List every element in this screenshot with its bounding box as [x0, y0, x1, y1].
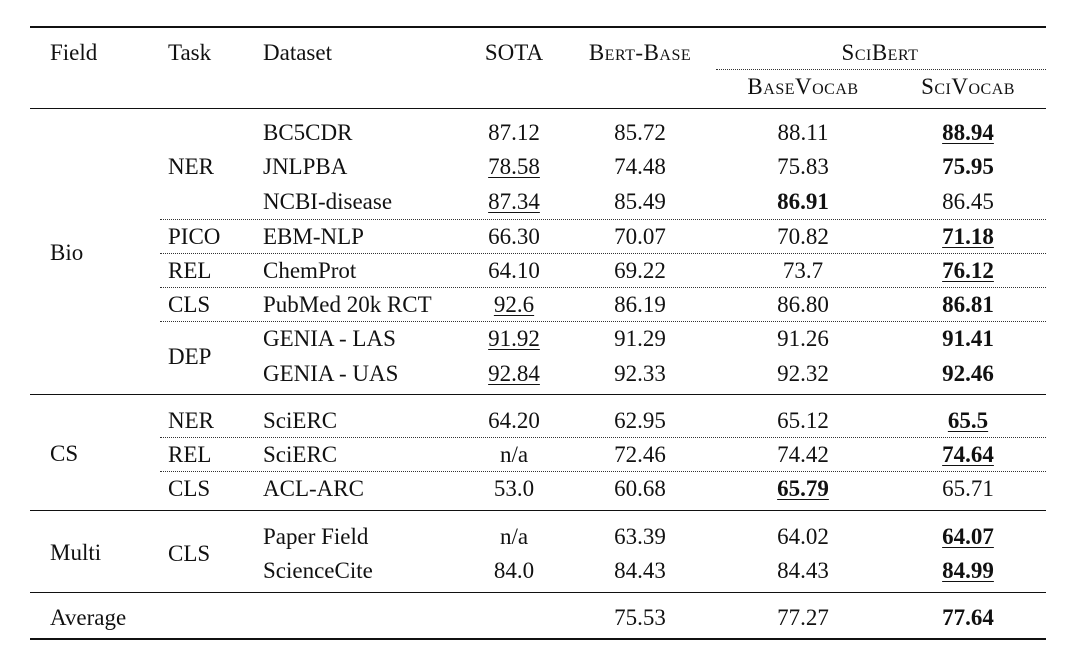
- field-cs: CS: [50, 441, 79, 466]
- cell-sota: n/a: [499, 524, 529, 549]
- cell-scivocab: 88.94: [942, 120, 994, 145]
- header-basevocab: BaseVocab: [747, 74, 859, 99]
- task-separator: [160, 287, 1046, 288]
- cell-bert-base: 85.49: [614, 189, 666, 214]
- cell-sota: 78.58: [488, 154, 540, 179]
- cell-dataset: SciERC: [263, 442, 338, 467]
- header-task: Task: [168, 40, 212, 65]
- task-separator: [160, 471, 1046, 472]
- cell-basevocab: 73.7: [782, 258, 824, 283]
- cell-basevocab: 65.79: [777, 476, 829, 501]
- cell-bert-base: 91.29: [614, 326, 666, 351]
- cell-scivocab: 65.5: [947, 408, 989, 433]
- cs-bottom-rule: [30, 510, 1046, 511]
- cell-basevocab: 86.80: [777, 292, 829, 317]
- task-label: NER: [168, 408, 214, 433]
- cell-scivocab: 86.45: [942, 189, 994, 214]
- cell-scivocab: 84.99: [942, 558, 994, 583]
- cell-bert-base: 62.95: [614, 408, 666, 433]
- top-rule: [30, 26, 1046, 28]
- cell-bert-base: 70.07: [614, 224, 666, 249]
- cell-sota: 53.0: [493, 476, 535, 501]
- task-label: REL: [168, 442, 212, 467]
- cell-sota: 84.0: [493, 558, 535, 583]
- task-label: CLS: [168, 541, 211, 566]
- cell-dataset: EBM-NLP: [263, 224, 364, 249]
- cell-scivocab: 65.71: [942, 476, 994, 501]
- cell-basevocab: 74.42: [777, 442, 829, 467]
- cell-bert-base: 86.19: [614, 292, 666, 317]
- header-scibert: SciBert: [841, 40, 919, 65]
- cell-dataset: NCBI-disease: [263, 189, 393, 214]
- cell-sota: 66.30: [488, 224, 540, 249]
- task-separator: [160, 219, 1046, 220]
- cell-bert-base: 63.39: [614, 524, 666, 549]
- bottom-rule: [30, 638, 1046, 640]
- cell-bert-base: 72.46: [614, 442, 666, 467]
- cell-dataset: GENIA - LAS: [263, 326, 396, 351]
- cell-basevocab: 91.26: [777, 326, 829, 351]
- cell-dataset: ACL-ARC: [263, 476, 364, 501]
- task-label: REL: [168, 258, 212, 283]
- task-label: CLS: [168, 292, 211, 317]
- bio-bottom-rule: [30, 394, 1046, 395]
- task-label: PICO: [168, 224, 221, 249]
- cell-bert-base: 84.43: [614, 558, 666, 583]
- field-multi: Multi: [50, 540, 102, 565]
- cell-sota: 92.84: [488, 361, 540, 386]
- cell-dataset: ChemProt: [263, 258, 357, 283]
- cell-basevocab: 75.83: [777, 154, 829, 179]
- task-label: NER: [168, 154, 214, 179]
- cell-scivocab: 76.12: [942, 258, 994, 283]
- task-label: DEP: [168, 344, 212, 369]
- cell-dataset: SciERC: [263, 408, 338, 433]
- cell-dataset: BC5CDR: [263, 120, 353, 145]
- header-bert-base: Bert-Base: [588, 40, 692, 65]
- cell-dataset: Paper Field: [263, 524, 369, 549]
- cell-basevocab: 88.11: [777, 120, 829, 145]
- cell-bert-base: 69.22: [614, 258, 666, 283]
- cell-basevocab: 92.32: [777, 361, 829, 386]
- cell-basevocab: 70.82: [777, 224, 829, 249]
- cell-basevocab: 64.02: [777, 524, 829, 549]
- task-separator: [160, 253, 1046, 254]
- cell-basevocab: 86.91: [777, 189, 829, 214]
- field-bio: Bio: [50, 240, 84, 265]
- cell-basevocab: 65.12: [777, 408, 829, 433]
- header-dataset: Dataset: [263, 40, 332, 65]
- cell-scivocab: 71.18: [942, 224, 994, 249]
- cell-sota: 87.34: [488, 189, 540, 214]
- average-scivocab: 77.64: [942, 605, 994, 630]
- cell-scivocab: 91.41: [942, 326, 994, 351]
- cell-bert-base: 85.72: [614, 120, 666, 145]
- cell-bert-base: 74.48: [614, 154, 666, 179]
- header-scivocab: SciVocab: [921, 74, 1015, 99]
- cell-dataset: JNLPBA: [263, 154, 348, 179]
- field-average: Average: [50, 605, 127, 630]
- multi-bottom-rule: [30, 592, 1046, 593]
- header-bottom-rule: [30, 108, 1046, 109]
- cell-sota: 64.20: [488, 408, 540, 433]
- cell-basevocab: 84.43: [777, 558, 829, 583]
- task-separator: [160, 321, 1046, 322]
- cell-scivocab: 74.64: [942, 442, 994, 467]
- scibert-header-rule: [716, 69, 1046, 70]
- task-label: CLS: [168, 476, 211, 501]
- cell-bert-base: 92.33: [614, 361, 666, 386]
- cell-dataset: PubMed 20k RCT: [263, 292, 432, 317]
- cell-scivocab: 75.95: [942, 154, 994, 179]
- header-sota: SOTA: [484, 40, 544, 65]
- cell-scivocab: 92.46: [942, 361, 994, 386]
- task-separator: [160, 437, 1046, 438]
- cell-sota: n/a: [499, 442, 529, 467]
- header-field: Field: [50, 40, 98, 65]
- cell-sota: 87.12: [488, 120, 540, 145]
- cell-sota: 64.10: [488, 258, 540, 283]
- cell-sota: 91.92: [488, 326, 540, 351]
- cell-sota: 92.6: [493, 292, 535, 317]
- cell-scivocab: 64.07: [942, 524, 994, 549]
- average-basevocab: 77.27: [777, 605, 829, 630]
- average-bert-base: 75.53: [614, 605, 666, 630]
- cell-dataset: GENIA - UAS: [263, 361, 399, 386]
- cell-bert-base: 60.68: [614, 476, 666, 501]
- cell-scivocab: 86.81: [942, 292, 994, 317]
- cell-dataset: ScienceCite: [263, 558, 373, 583]
